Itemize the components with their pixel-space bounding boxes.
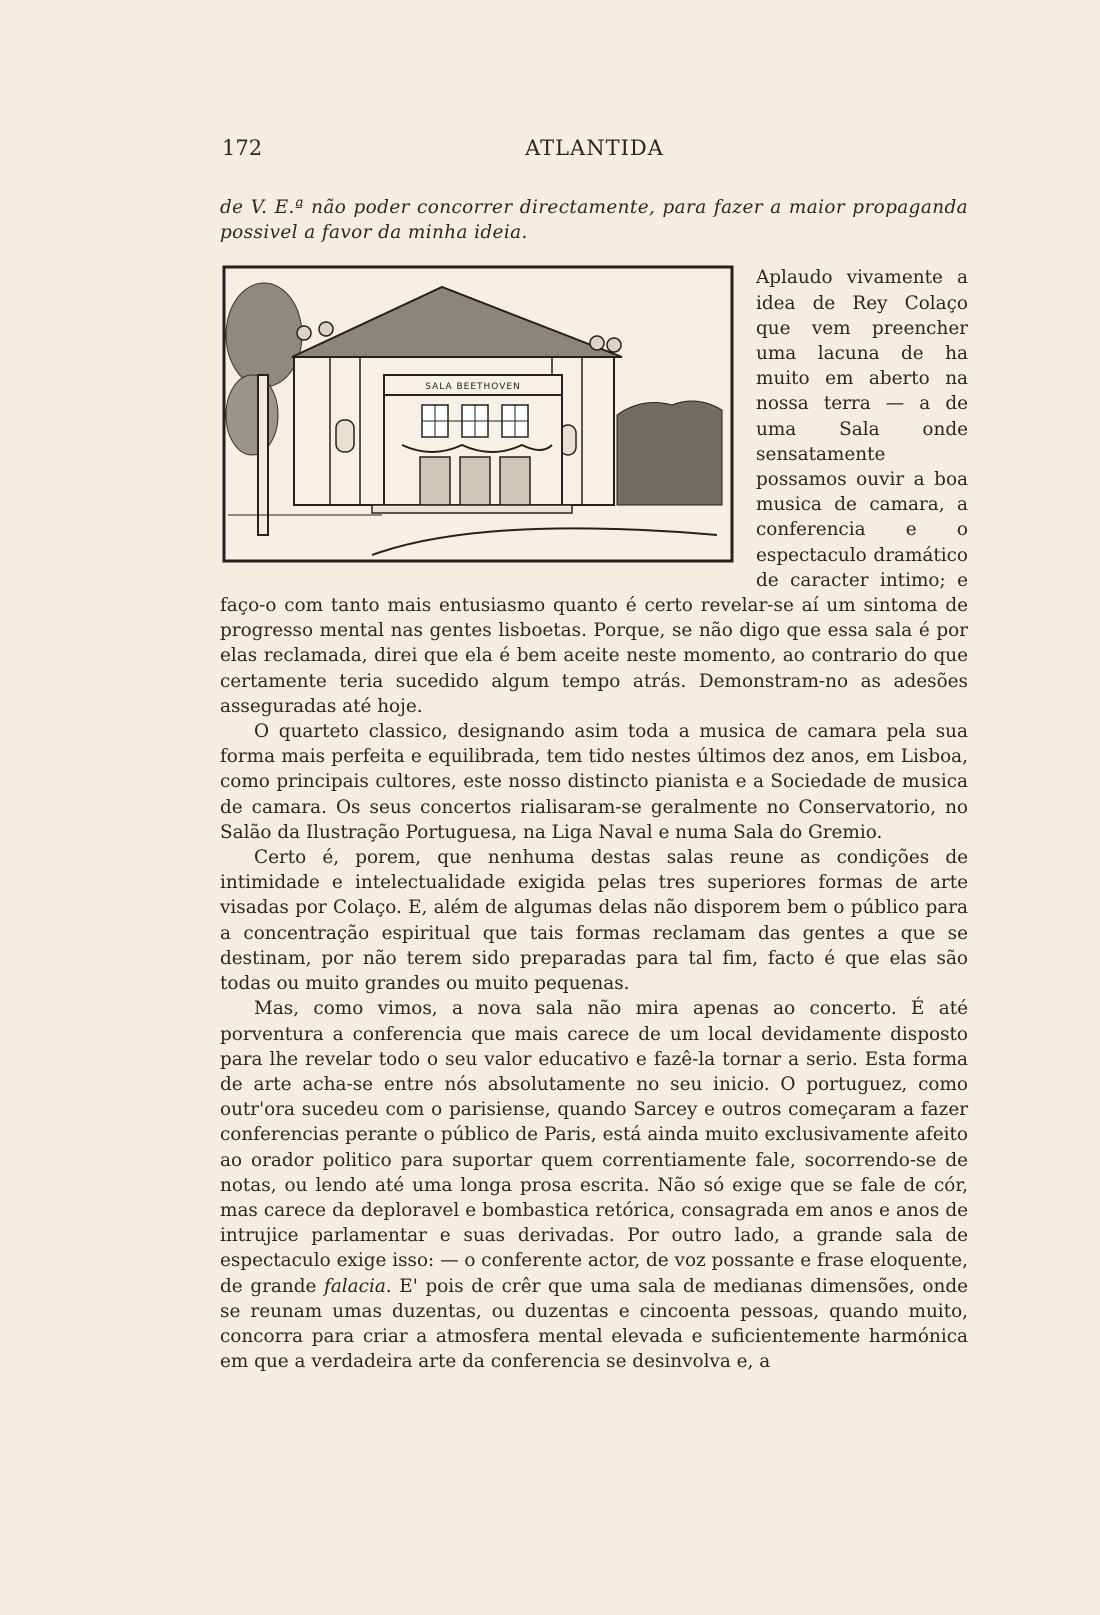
page-header <box>222 136 967 166</box>
paragraph-4-text-b: . E' pois de crêr que uma sala de medianas dimensões, onde se reunam umas duzentas, ou duzentas e cincoenta pessoas, quando muito, concorra para criar a atmosfera mental elevada e suficientemente harmónica em que a verdadeira arte da conferencia se desinvolva e, a <box>220 1275 968 1373</box>
paragraph-3: Certo é, porem, que nenhuma destas salas reune as condições de intimidade e intelectualidade exigida pelas tres superiores formas de arte visadas por Colaço. E, além de algumas delas não disporem bem o público para a concentração espiritual que tais formas reclamam das gentes a que se destinam, por não terem sido preparadas para tal fim, facto é que elas são todas ou muito grandes ou muito pequenas. <box>220 847 968 995</box>
sala-beethoven-illustration <box>222 265 734 577</box>
intro-italic-text: de V. E.ª não poder concorrer directamente, para fazer a maior propaganda possivel a favor da minha ideia. <box>220 197 968 244</box>
facade-sign-text: SALA BEETHOVEN <box>425 382 521 393</box>
page-number: 172 <box>222 136 263 160</box>
building-drawing <box>222 265 734 577</box>
paragraph-1: Aplaudo vivamente a idea de Rey Colaço que vem preencher uma lacuna de ha muito em aberto na nossa terra — a de uma Sala onde sensatamente possamos ouvir a boa musica de camara, a conferencia e o espectaculo dramático de caracter intimo; e faço-o com tanto mais entusiasmo quanto é certo revelar-se aí um sintoma de progresso mental nas gentes lisboetas. Porque, se não digo que essa sala é por elas reclamada, direi que ela é bem aceite neste momento, ao contrario do que certamente teria sucedido algum tempo atrás. Demonstram-no as adesões asseguradas até hoje. <box>220 267 968 717</box>
paragraph-4-text-a: Mas, como vimos, a nova sala não mira apenas ao concerto. É até porventura a conferencia que mais carece de um local devidamente disposto para lhe revelar todo o seu valor educativo e fazê-la tornar a serio. Esta forma de arte acha-se entre nós absolutamente no seu inicio. O portuguez, como outr'ora sucedeu com o parisiense, quando Sarcey e outros começaram a fazer conferencias perante o público de Paris, está ainda muito exclusivamente afeito ao orador politico para suportar quem correntiamente fale, socorrendo-se de notas, ou lendo até uma longa prosa escrita. Não só exige que se fale de cór, mas carece da deploravel e bombastica retórica, consagrada em anos e anos de intrujice parlamentar e suas derivadas. Por outro lado, a grande sala de espectaculo exige isso: — o conferente actor, de voz possante e frase eloquente, de grande <box>220 998 968 1297</box>
paragraph-4 <box>220 996 968 1374</box>
running-title: ATLANTIDA <box>525 136 664 160</box>
paragraph-4-italic-word: falacia <box>324 1275 386 1297</box>
text-block <box>220 195 968 1374</box>
paragraph-2: O quarteto classico, designando asim toda a musica de camara pela sua forma mais perfeita e equilibrada, tem tido nestes últimos dez anos, em Lisboa, como principais cultores, este nosso distincto pianista e a Sociedade de musica de camara. Os seus concertos rialisaram-se geralmente no Conservatorio, no Salão da Ilustração Portuguesa, na Liga Naval e numa Sala do Gremio. <box>220 721 968 843</box>
